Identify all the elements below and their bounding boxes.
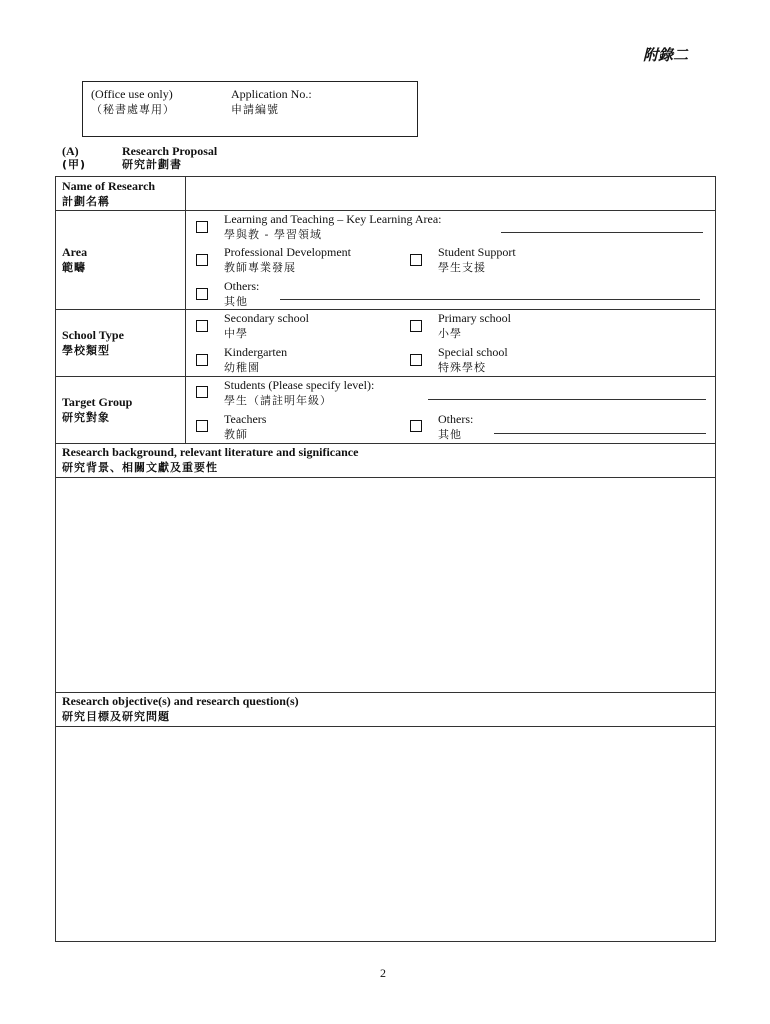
area-student-support-en: Student Support [438, 245, 516, 259]
section-label-en: (A) [62, 144, 79, 158]
school-special-checkbox[interactable] [410, 354, 422, 366]
name-of-research-zh: 計劃名稱 [62, 195, 110, 208]
target-teachers-option [224, 411, 266, 443]
name-of-research-field[interactable] [187, 178, 713, 208]
background-zh: 研究背景、相關文獻及重要性 [62, 461, 218, 474]
application-no-zh: 申請編號 [231, 103, 279, 116]
objective-en: Research objective(s) and research question(s) [62, 694, 299, 708]
area-others-checkbox[interactable] [196, 288, 208, 300]
objective-label [62, 693, 299, 725]
target-others-option [438, 411, 473, 443]
school-primary-checkbox[interactable] [410, 320, 422, 332]
area-others-en: Others: [224, 279, 260, 293]
area-learning-teaching-checkbox[interactable] [196, 221, 208, 233]
background-label [62, 444, 358, 476]
school-secondary-zh: 中學 [224, 327, 248, 340]
application-no-en: Application No.: [231, 87, 312, 101]
section-heading [62, 144, 217, 172]
target-others-en: Others: [438, 412, 474, 426]
area-professional-development-option [224, 244, 351, 276]
school-kindergarten-en: Kindergarten [224, 345, 288, 359]
name-of-research-en: Name of Research [62, 179, 156, 193]
area-kla-blank[interactable] [501, 232, 703, 233]
area-others-option [224, 278, 259, 310]
school-type-en: School Type [62, 328, 124, 342]
target-others-blank[interactable] [494, 433, 706, 434]
school-kindergarten-zh: 幼稚園 [224, 361, 260, 374]
area-student-support-checkbox[interactable] [410, 254, 422, 266]
school-special-option [438, 344, 508, 376]
school-primary-en: Primary school [438, 311, 511, 325]
target-students-checkbox[interactable] [196, 386, 208, 398]
school-type-zh: 學校類型 [62, 344, 110, 357]
school-secondary-checkbox[interactable] [196, 320, 208, 332]
area-learning-teaching-option [224, 211, 442, 243]
target-group-en: Target Group [62, 395, 133, 409]
target-teachers-en: Teachers [224, 412, 267, 426]
target-group-label [62, 394, 132, 426]
area-label [62, 244, 87, 276]
target-students-zh: 學生（請註明年級） [224, 394, 332, 407]
area-professional-development-zh: 教師專業發展 [224, 261, 296, 274]
name-of-research-label [62, 178, 155, 210]
background-en: Research background, relevant literature and significance [62, 445, 359, 459]
school-special-zh: 特殊學校 [438, 361, 486, 374]
area-professional-development-en: Professional Development [224, 245, 351, 259]
office-use-zh: （秘書處專用） [91, 103, 175, 116]
section-label-zh: (甲) [62, 158, 87, 171]
target-students-blank[interactable] [428, 399, 706, 400]
area-en: Area [62, 245, 88, 259]
target-others-checkbox[interactable] [410, 420, 422, 432]
target-students-option [224, 377, 374, 409]
objective-text-area[interactable] [57, 728, 714, 940]
school-primary-zh: 小學 [438, 327, 462, 340]
school-primary-option [438, 310, 511, 342]
target-students-en: Students (Please specify level): [224, 378, 375, 392]
application-no-label [231, 86, 312, 118]
target-group-zh: 研究對象 [62, 411, 110, 424]
area-learning-teaching-en: Learning and Teaching – Key Learning Area: [224, 212, 442, 226]
area-student-support-zh: 學生支援 [438, 261, 486, 274]
area-others-zh: 其他 [224, 295, 248, 308]
area-professional-development-checkbox[interactable] [196, 254, 208, 266]
target-teachers-checkbox[interactable] [196, 420, 208, 432]
proposal-table [55, 176, 716, 942]
office-use-en: (Office use only) [91, 87, 173, 101]
section-title-en: Research Proposal [122, 144, 218, 158]
school-kindergarten-checkbox[interactable] [196, 354, 208, 366]
section-title-zh: 研究計劃書 [122, 158, 182, 171]
objective-zh: 研究目標及研究問題 [62, 710, 170, 723]
target-teachers-zh: 教師 [224, 428, 248, 441]
appendix-label: 附錄二 [643, 48, 689, 64]
school-secondary-en: Secondary school [224, 311, 309, 325]
office-use-box [82, 81, 418, 137]
area-student-support-option [438, 244, 516, 276]
school-secondary-option [224, 310, 309, 342]
page-number: 2 [380, 966, 386, 980]
target-others-zh: 其他 [438, 428, 462, 441]
background-text-area[interactable] [57, 479, 714, 690]
office-use-label [91, 86, 175, 118]
school-special-en: Special school [438, 345, 508, 359]
school-kindergarten-option [224, 344, 287, 376]
area-others-blank[interactable] [280, 299, 700, 300]
school-type-label [62, 327, 124, 359]
area-zh: 範疇 [62, 261, 86, 274]
area-learning-teaching-zh: 學與教 - 學習領域 [224, 228, 322, 241]
